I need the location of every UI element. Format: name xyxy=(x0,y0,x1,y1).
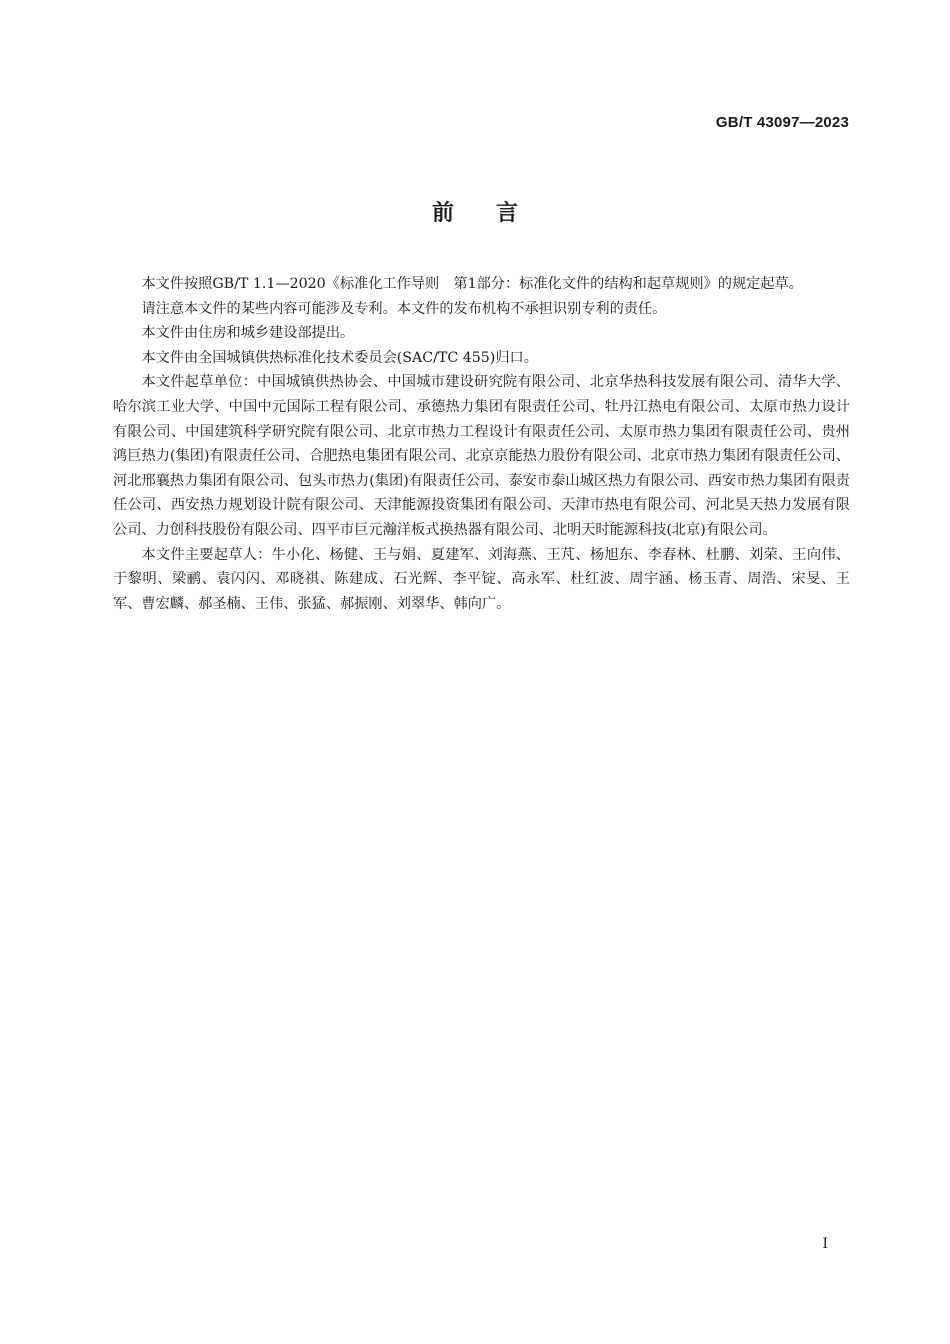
paragraph-main-drafters: 本文件主要起草人：牛小化、杨健、王与娟、夏建军、刘海燕、王芃、杨旭东、李春林、杜鹏、刘荣、王向伟、于黎明、梁鹂、袁闪闪、邓晓祺、陈建成、石光辉、李平锭、高永军、杜红波、周宇涵、杨玉青、周浩、宋旻、王军、曹宏麟、郝圣楠、王伟、张猛、郝振刚、刘翠华、韩向广。 xyxy=(113,546,850,612)
section-title: 前言 xyxy=(431,201,560,226)
paragraph-drafting-organizations: 本文件起草单位：中国城镇供热协会、中国城市建设研究院有限公司、北京华热科技发展有限公司、清华大学、哈尔滨工业大学、中国中元国际工程有限公司、承德热力集团有限责任公司、牡丹江热电有限公司、太原市热力设计有限公司、中国建筑科学研究院有限公司、北京市热力工程设计有限责任公司、太原市热力集团有限责任公司、贵州鸿巨热力(集团)有限责任公司、合肥热电集团有限公司、北京京能热力股份有限公司、北京市热力集团有限责任公司、河北邢襄热力集团有限公司、包头市热力(集团)有限责任公司、泰安市泰山城区热力有限公司、西安市热力集团有限责任公司、西安热力规划设计院有限公司、天津能源投资集团有限公司、天津市热电有限公司、河北昊天热力发展有限公司、力创科技股份有限公司、四平市巨元瀚洋板式换热器有限公司、北明天时能源科技(北京)有限公司。 xyxy=(113,374,850,538)
paragraph-patent-notice: 请注意本文件的某些内容可能涉及专利。本文件的发布机构不承担识别专利的责任。 xyxy=(141,300,667,317)
foreword-body xyxy=(113,272,850,616)
page-number: I xyxy=(822,1236,828,1252)
paragraph-drafting-rule: 本文件按照GB/T 1.1—2020《标准化工作导则 第1部分：标准化文件的结构和起草规则》的规定起草。 xyxy=(141,276,803,292)
standard-code: GB/T 43097—2023 xyxy=(715,114,849,131)
paragraph-proposer: 本文件由住房和城乡建设部提出。 xyxy=(141,325,355,342)
paragraph-technical-committee: 本文件由全国城镇供热标准化技术委员会(SAC/TC 455)归口。 xyxy=(141,349,538,366)
